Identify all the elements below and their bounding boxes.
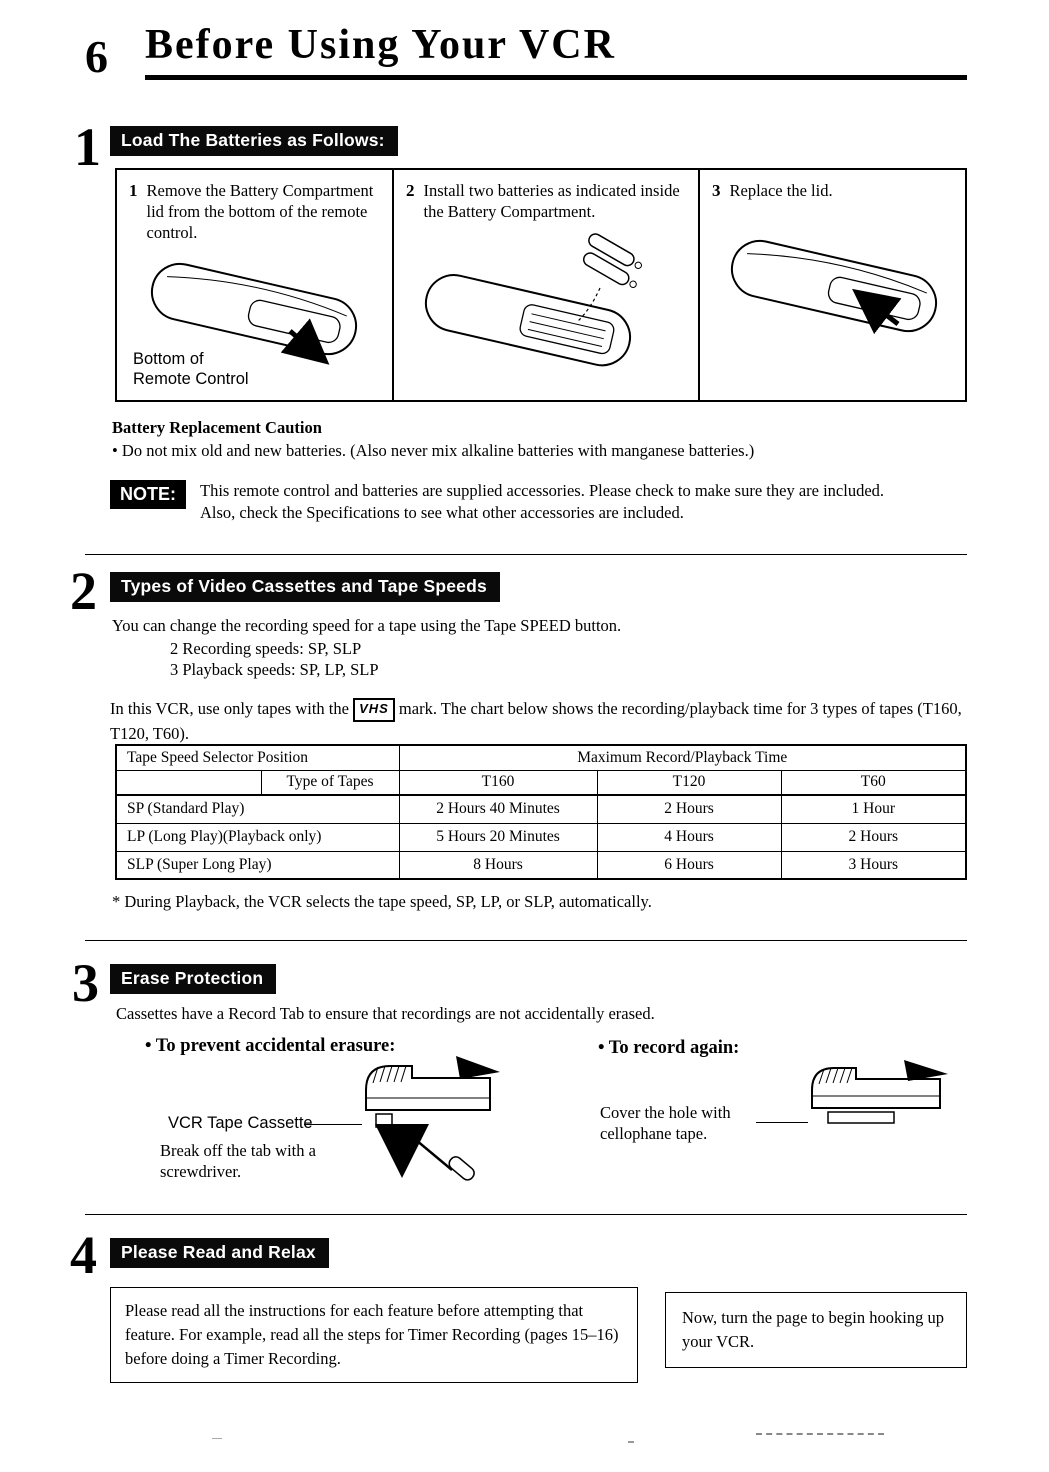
table-corner-header: Tape Speed Selector Position: [116, 745, 399, 770]
label-leader-line: [304, 1124, 362, 1125]
vhs-paragraph-before: In this VCR, use only tapes with the: [110, 699, 349, 718]
section-divider: [85, 940, 967, 941]
pointer-wedge-icon: [904, 1060, 948, 1081]
battery-steps-box: [115, 168, 967, 402]
section-4-header: Please Read and Relax: [110, 1238, 329, 1268]
scan-artifact: [212, 1438, 222, 1439]
lp-t120-value: 4 Hours: [597, 823, 781, 851]
note-text: This remote control and batteries are supplied accessories. Please check to make sure they are included. Also, check the Specifications to see what other accessories are included.: [200, 481, 885, 523]
turn-page-box: Now, turn the page to begin hooking up your VCR.: [665, 1292, 967, 1368]
table-col-t160: T160: [399, 770, 597, 795]
screwdriver-icon: [416, 1140, 477, 1182]
replace-lid-illustration: [712, 206, 957, 356]
step-1-text: [129, 180, 380, 243]
cassette-label: VCR Tape Cassette: [168, 1114, 313, 1132]
vhs-logo: VHS: [353, 698, 395, 722]
table-col-t120: T120: [597, 770, 781, 795]
step-3-instruction: Replace the lid.: [729, 181, 833, 200]
note-block: [110, 480, 970, 525]
record-tab: [376, 1114, 392, 1127]
row-label-slp: SLP (Super Long Play): [116, 851, 399, 879]
battery-caution-text: • Do not mix old and new batteries. (Also never mix alkaline batteries with manganese batteries.): [112, 441, 755, 460]
step-2-instruction: Install two batteries as indicated inside the Battery Compartment.: [423, 181, 680, 222]
recording-speeds-line: 2 Recording speeds: SP, SLP: [170, 639, 362, 658]
section-divider: [85, 1214, 967, 1215]
lp-t160-value: 5 Hours 20 Minutes: [399, 823, 597, 851]
read-instructions-box: Please read all the instructions for each feature before attempting that feature. For example, read all the steps for Timer Recording (pages 15–16) before doing a Timer Recording.: [110, 1287, 638, 1383]
step-3-number: 3: [712, 181, 721, 200]
breakoff-instruction: Break off the tab with a screwdriver.: [160, 1141, 316, 1182]
step-3-text: [712, 180, 957, 202]
cellophane-tape-strip: [828, 1112, 894, 1123]
section-4-number: 4: [70, 1225, 97, 1285]
page-title: Before Using Your VCR: [145, 24, 967, 80]
section-divider: [85, 554, 967, 555]
scan-artifact: [756, 1433, 884, 1435]
battery-step-3: [700, 170, 969, 400]
remote-bottom-caption: Bottom of Remote Control: [133, 349, 249, 389]
prevent-erasure-heading: • To prevent accidental erasure:: [145, 1036, 396, 1056]
table-row: [116, 823, 966, 851]
battery-step-1: [117, 170, 394, 400]
erase-protection-intro: Cassettes have a Record Tab to ensure that recordings are not accidentally erased.: [116, 1004, 655, 1023]
slp-t120-value: 6 Hours: [597, 851, 781, 879]
row-label-sp: SP (Standard Play): [116, 795, 399, 823]
page-number: 6: [85, 31, 109, 82]
table-row: [116, 795, 966, 823]
battery-install-illustration: [414, 226, 679, 376]
pointer-wedge-icon: [456, 1056, 500, 1079]
table-row: [116, 851, 966, 879]
battery-step-2: [394, 170, 700, 400]
playback-speeds-line: 3 Playback speeds: SP, LP, SLP: [170, 660, 379, 679]
sp-t60-value: 1 Hour: [781, 795, 966, 823]
cover-instruction: Cover the hole with cellophane tape.: [600, 1103, 731, 1144]
step-2-number: 2: [406, 181, 415, 200]
step-2-text: [406, 180, 686, 222]
lp-t60-value: 2 Hours: [781, 823, 966, 851]
section-1-number: 1: [74, 117, 101, 177]
cassette-breakoff-illustration: [352, 1052, 502, 1184]
section-2-header: Types of Video Cassettes and Tape Speeds: [110, 572, 500, 602]
slp-t160-value: 8 Hours: [399, 851, 597, 879]
table-header-row: [116, 745, 966, 770]
section-2-number: 2: [70, 561, 97, 621]
cassette-cover-illustration: [800, 1058, 950, 1136]
page-header: [85, 24, 967, 80]
slp-t60-value: 3 Hours: [781, 851, 966, 879]
battery-caution-title: Battery Replacement Caution: [112, 418, 322, 437]
table-subheader-row: [116, 770, 966, 795]
section-1-header: Load The Batteries as Follows:: [110, 126, 398, 156]
label-leader-line: [756, 1122, 808, 1123]
row-label-lp: LP (Long Play)(Playback only): [116, 823, 399, 851]
tape-speed-table: [115, 744, 967, 880]
vhs-paragraph-after: mark. The chart below shows the recording/playback time for 3 types of tapes (T160, T120, T60).: [110, 699, 962, 743]
tape-speed-intro: You can change the recording speed for a tape using the Tape SPEED button.: [112, 616, 622, 635]
record-again-heading: • To record again:: [598, 1038, 740, 1058]
batteries-icon: [577, 232, 649, 292]
section-3-number: 3: [72, 953, 99, 1013]
note-label: NOTE:: [110, 480, 186, 509]
scan-artifact: [628, 1441, 634, 1443]
sp-t120-value: 2 Hours: [597, 795, 781, 823]
table-type-header: Type of Tapes: [261, 770, 399, 795]
section-3-header: Erase Protection: [110, 964, 276, 994]
table-footnote: * During Playback, the VCR selects the tape speed, SP, LP, or SLP, automatically.: [112, 892, 652, 911]
table-empty-cell: [116, 770, 261, 795]
vhs-paragraph: [110, 697, 966, 746]
step-1-instruction: Remove the Battery Compartment lid from the bottom of the remote control.: [146, 181, 374, 243]
step-1-number: 1: [129, 181, 138, 200]
table-col-t60: T60: [781, 770, 966, 795]
table-max-header: Maximum Record/Playback Time: [399, 745, 966, 770]
sp-t160-value: 2 Hours 40 Minutes: [399, 795, 597, 823]
